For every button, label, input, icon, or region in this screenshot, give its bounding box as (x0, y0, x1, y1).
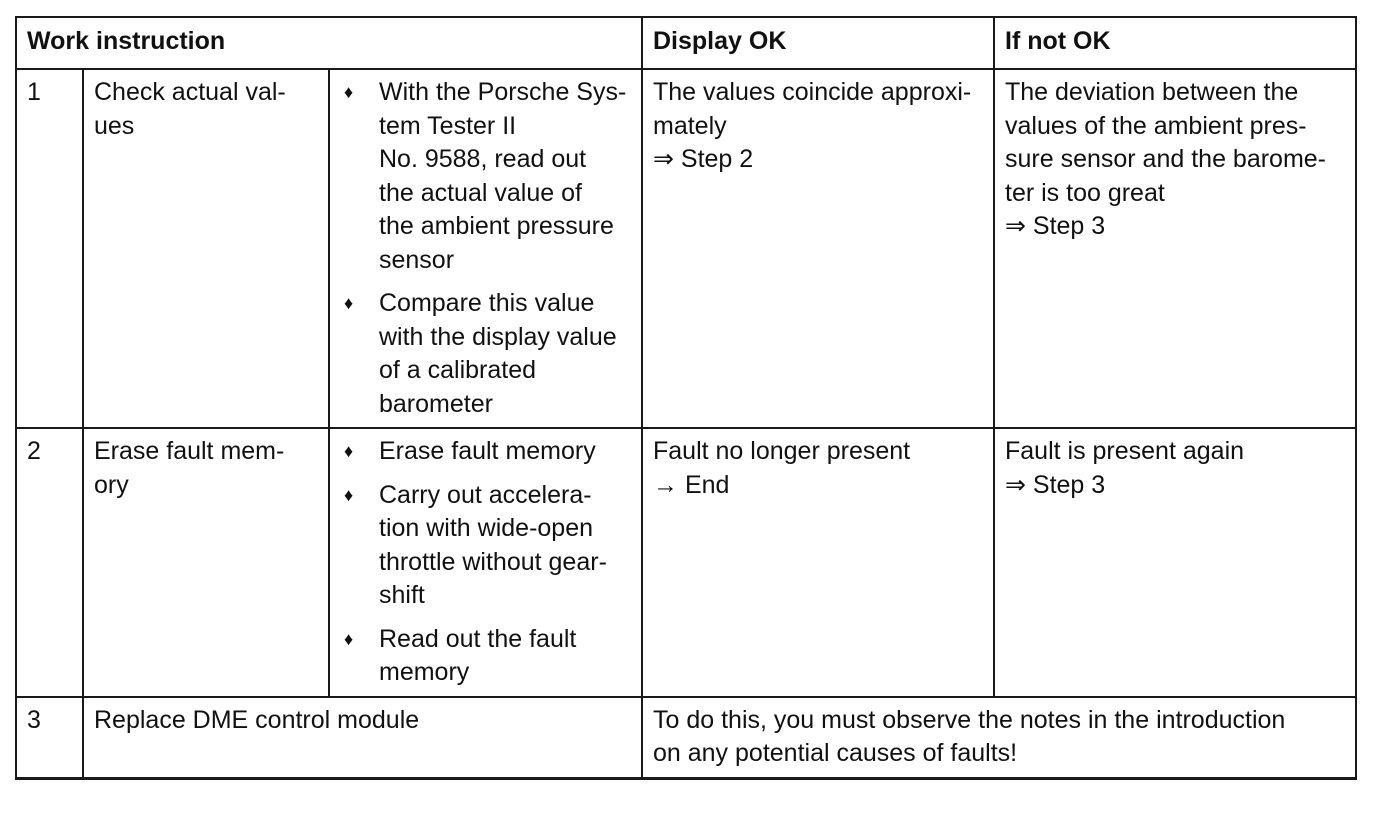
display-ok-line: The values coincide approxi- (653, 78, 972, 106)
step-actions (329, 428, 642, 697)
step-note-line: on any potential causes of faults! (653, 739, 1018, 767)
table-row (16, 428, 1356, 697)
action-line: the actual value of (379, 178, 582, 207)
action-line: Erase fault memory (379, 437, 596, 465)
if-not-ok-line: ter is too great (1005, 178, 1165, 207)
if-not-ok-line: ⇒ Step 3 (1005, 212, 1106, 240)
header-if-not-ok: If not OK (994, 17, 1356, 69)
step-title-line: ues (94, 111, 135, 140)
work-instruction-table (15, 16, 1357, 780)
step-note (642, 697, 1356, 779)
if-not-ok-line: sure sensor and the barome- (1005, 145, 1327, 173)
diamond-bullet-icon: ♦ (344, 293, 354, 313)
step-title: Replace DME control module (83, 697, 642, 779)
display-ok-line: Fault no longer present (653, 437, 911, 465)
action-line: throttle without gear- (379, 547, 607, 576)
step-actions (329, 69, 642, 428)
if-not-ok-line: The deviation between the (1005, 78, 1299, 106)
list-item (340, 76, 631, 277)
action-line: sensor (379, 245, 455, 274)
action-line: memory (379, 658, 470, 686)
action-line: Carry out accelera- (379, 480, 592, 509)
action-list (340, 76, 631, 421)
list-item (340, 623, 631, 690)
action-line: Compare this value (379, 289, 595, 317)
if-not-ok-line: ⇒ Step 3 (1005, 470, 1106, 499)
step-title (83, 69, 329, 428)
step-number: 1 (16, 69, 83, 428)
step-title-line: Check actual val- (94, 78, 286, 106)
action-line: with the display value (379, 322, 617, 351)
action-line: With the Porsche Sys- (379, 78, 627, 106)
action-line: the ambient pressure (379, 212, 614, 240)
display-ok-cell (642, 428, 994, 697)
action-line: of a calibrated (379, 356, 537, 384)
action-line: Read out the fault (379, 624, 577, 653)
diamond-bullet-icon: ♦ (344, 628, 354, 649)
header-display-ok: Display OK (642, 17, 994, 69)
list-item (340, 479, 631, 613)
if-not-ok-line: values of the ambient pres- (1005, 111, 1307, 140)
action-line: tion with wide-open (379, 514, 594, 542)
table-row (16, 697, 1356, 779)
action-list (340, 435, 631, 690)
if-not-ok-cell (994, 428, 1356, 697)
step-note-line: To do this, you must observe the notes in the introduction (653, 705, 1286, 734)
display-ok-line: → End (653, 470, 730, 499)
step-number: 2 (16, 428, 83, 697)
if-not-ok-line: Fault is present again (1005, 437, 1245, 465)
if-not-ok-cell (994, 69, 1356, 428)
header-work-instruction: Work instruction (16, 17, 642, 69)
table-row (16, 69, 1356, 428)
table-header-row (16, 17, 1356, 69)
display-ok-cell (642, 69, 994, 428)
action-line: No. 9588, read out (379, 145, 587, 173)
step-title-line: Erase fault mem- (94, 437, 285, 465)
diamond-bullet-icon: ♦ (344, 441, 354, 461)
step-title-line: ory (94, 470, 129, 499)
display-ok-line: mately (653, 111, 727, 140)
step-number: 3 (16, 697, 83, 779)
diamond-bullet-icon: ♦ (344, 484, 354, 505)
action-line: shift (379, 581, 425, 609)
step-title (83, 428, 329, 697)
list-item (340, 287, 631, 421)
diamond-bullet-icon: ♦ (344, 82, 354, 102)
action-line: tem Tester II (379, 111, 517, 140)
list-item (340, 435, 631, 469)
display-ok-line: ⇒ Step 2 (653, 145, 754, 173)
action-line: barometer (379, 389, 493, 418)
